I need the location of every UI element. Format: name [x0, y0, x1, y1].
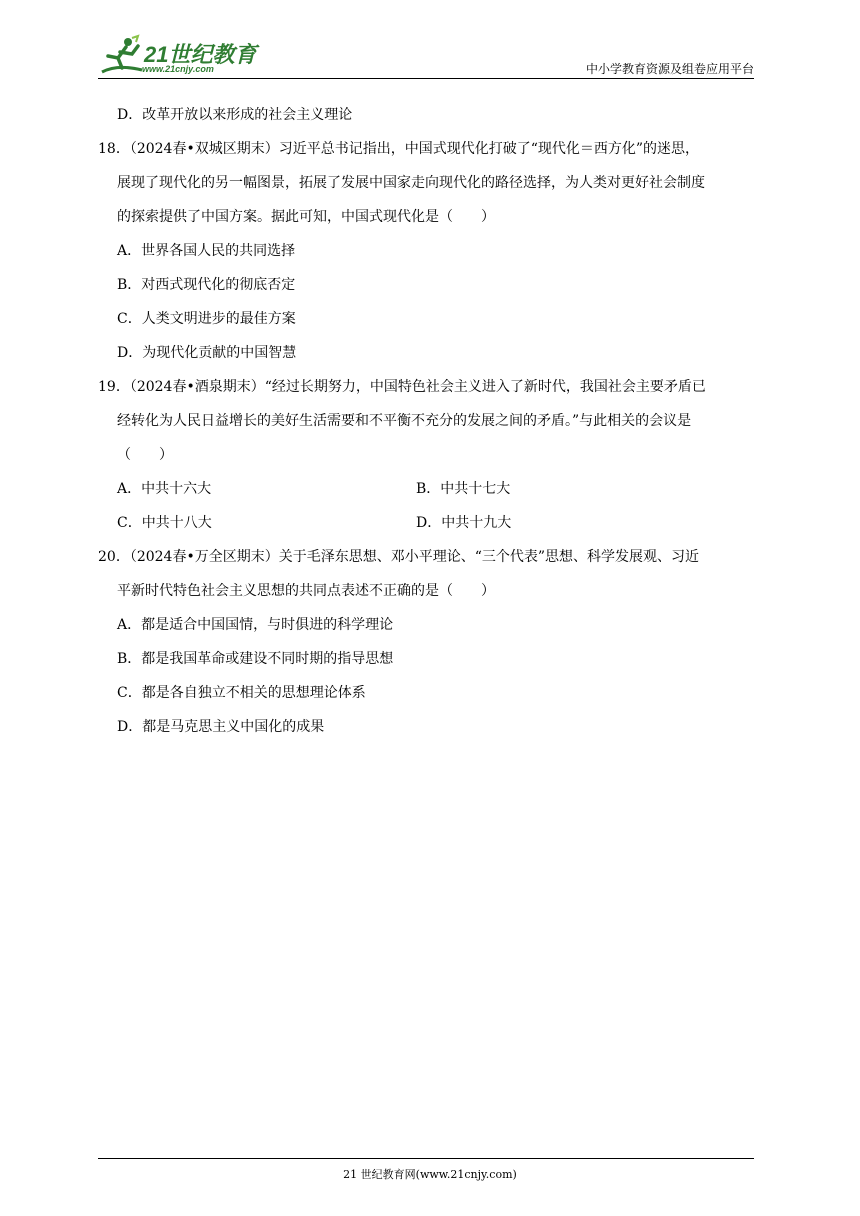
q19-stem-line2: 经转化为人民日益增长的美好生活需要和不平衡不充分的发展之间的矛盾。”与此相关的会议是: [117, 413, 692, 429]
q19-option-b: B．中共十七大: [416, 481, 511, 497]
runner-logo-icon: [98, 34, 144, 78]
q18-stem-line3: 的探索提供了中国方案。据此可知，中国式现代化是（ ）: [117, 209, 495, 225]
q18-option-c: C．人类文明进步的最佳方案: [117, 311, 296, 327]
site-logo: [98, 34, 268, 78]
question-18: [98, 135, 763, 237]
q18-option-a: A．世界各国人民的共同选择: [117, 243, 296, 259]
q20-stem-line2: 平新时代特色社会主义思想的共同点表述不正确的是（ ）: [117, 583, 495, 599]
platform-name: 中小学教育资源及组卷应用平台: [585, 62, 754, 76]
question-19: [98, 373, 763, 475]
q19-option-a: A．中共十六大: [117, 481, 212, 497]
q18-stem-line2: 展现了现代化的另一幅图景，拓展了发展中国家走向现代化的路径选择，为人类对更好社会制度: [117, 175, 705, 191]
logo-url: www.21cnjy.com: [142, 64, 214, 74]
q19-stem-line1: 19．（2024春•酒泉期末）“经过长期努力，中国特色社会主义进入了新时代，我国社会主要矛盾已: [98, 379, 706, 395]
q19-options-row1: [98, 475, 763, 509]
question-content: [98, 101, 763, 747]
q20-option-d: D．都是马克思主义中国化的成果: [117, 719, 325, 735]
q17-option-d: D．改革开放以来形成的社会主义理论: [117, 107, 353, 123]
q19-options-row2: [98, 509, 763, 543]
q20-option-a: A．都是适合中国国情，与时俱进的科学理论: [117, 617, 394, 633]
footer-text: 21 世纪教育网(www.21cnjy.com): [343, 1168, 517, 1181]
q19-option-d: D．中共十九大: [416, 515, 512, 531]
q18-stem-line1: 18．（2024春•双城区期末）习近平总书记指出，中国式现代化打破了“现代化＝西方化”的迷思，: [98, 141, 700, 157]
q20-stem-line1: 20．（2024春•万全区期末）关于毛泽东思想、邓小平理论、“三个代表”思想、科学发展观、习近: [98, 549, 700, 565]
page-header: [98, 34, 754, 78]
q19-option-c: C．中共十八大: [117, 515, 212, 531]
q18-option-b: B．对西式现代化的彻底否定: [117, 277, 296, 293]
q20-option-c: C．都是各自独立不相关的思想理论体系: [117, 685, 366, 701]
question-20: [98, 543, 763, 611]
footer-divider: [98, 1158, 754, 1159]
q19-stem-line3: （ ）: [117, 447, 173, 463]
q20-option-b: B．都是我国革命或建设不同时期的指导思想: [117, 651, 394, 667]
q18-option-d: D．为现代化贡献的中国智慧: [117, 345, 297, 361]
logo-text: 21世纪教育: [144, 42, 257, 67]
header-divider: [98, 78, 754, 79]
